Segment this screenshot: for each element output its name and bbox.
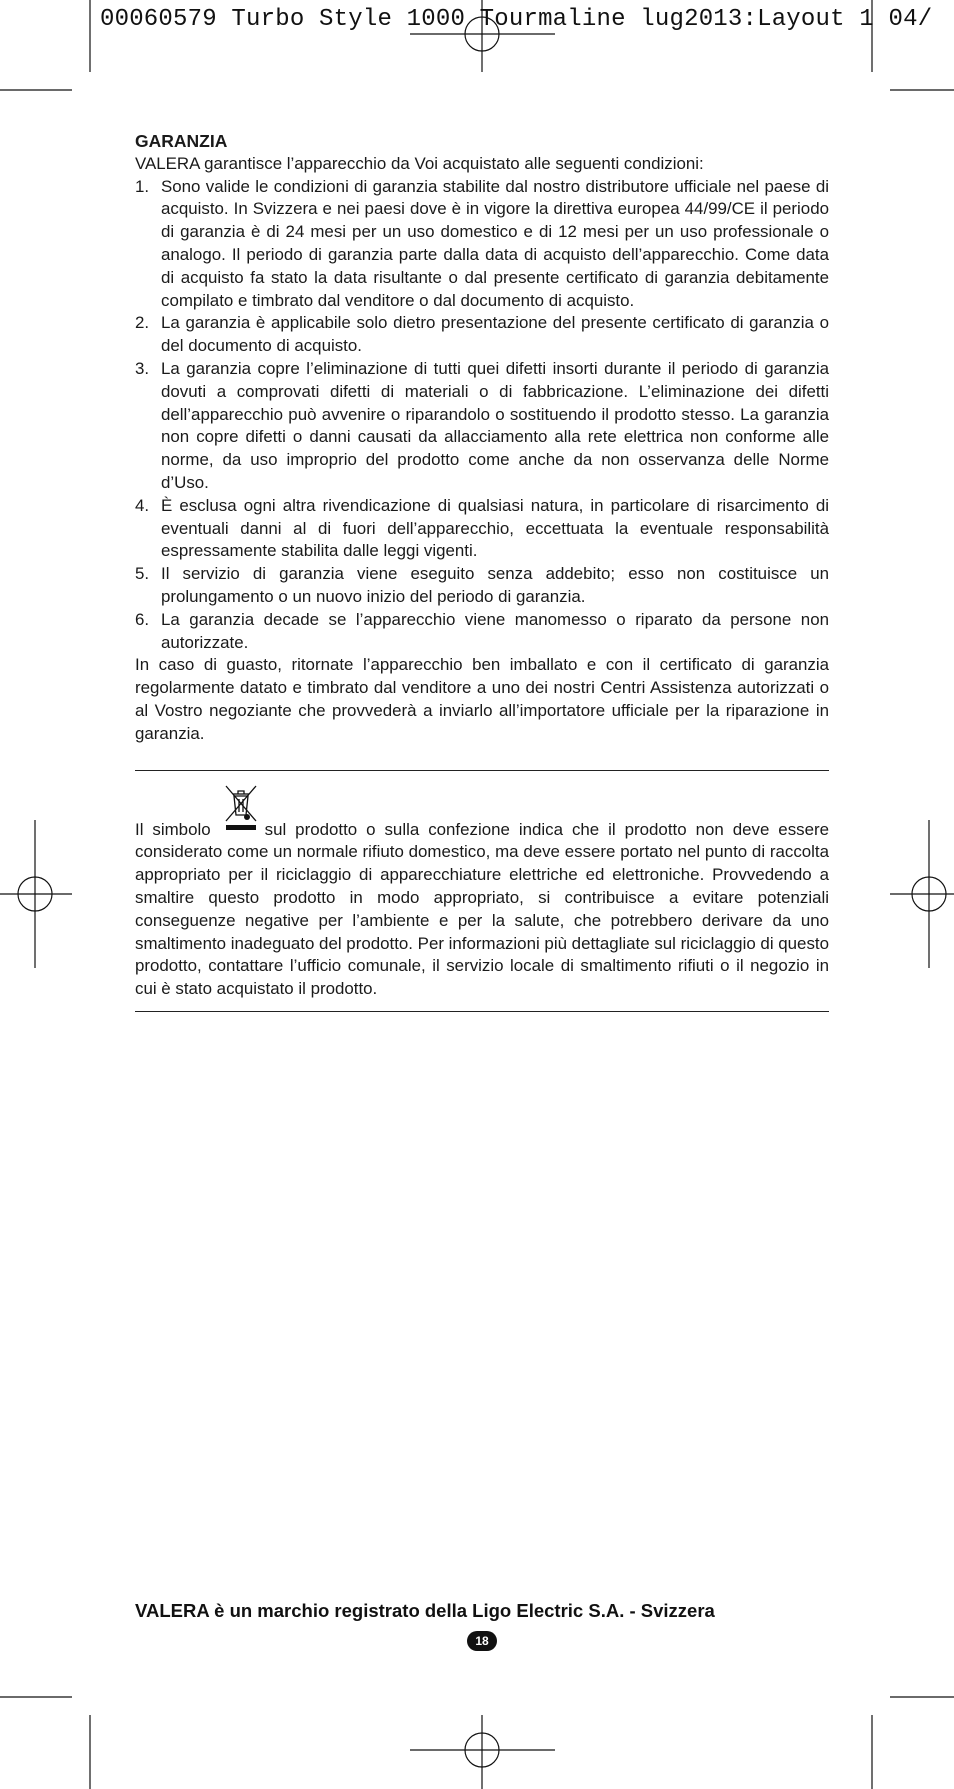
warranty-condition <box>135 358 829 495</box>
section-divider <box>135 1011 829 1012</box>
weee-text <box>135 819 829 1001</box>
condition-number: 1. <box>135 176 150 196</box>
page-number-badge: 18 <box>467 1631 497 1651</box>
warranty-intro: VALERA garantisce l’apparecchio da Voi acquistato alle seguenti condizioni: <box>135 153 704 173</box>
warranty-closing: In caso di guasto, ritornate l’apparecchio ben imballato e con il certificato di garanzia regolarmente datato e timbrato dal venditore a uno dei nostri Centri Assistenza autorizzati o al Vostro negoziante che provvederà a inviarlo all’importatore ufficiale per la riparazione in garanzia. <box>135 655 829 743</box>
registration-mark-left <box>0 820 72 968</box>
warranty-title: GARANZIA <box>135 131 228 151</box>
weee-lead: Il simbolo <box>135 819 211 839</box>
condition-number: 3. <box>135 358 150 378</box>
section-divider <box>135 770 829 771</box>
condition-text: La garanzia decade se l’apparecchio viene manomesso o riparato da persone non autorizzate. <box>161 609 829 652</box>
warranty-condition <box>135 609 829 655</box>
crossed-out-wheelie-bin-icon <box>223 783 259 831</box>
condition-number: 5. <box>135 564 150 584</box>
registration-mark-bottom <box>410 1715 555 1789</box>
warranty-conditions-list <box>135 176 829 655</box>
trademark-notice: VALERA è un marchio registrato della Ligo Electric S.A. - Svizzera <box>135 1600 715 1621</box>
warranty-condition <box>135 312 829 358</box>
weee-notice <box>135 783 829 1001</box>
condition-text: La garanzia è applicabile solo dietro presentazione del presente certificato di garanzia o del documento di acquisto. <box>161 313 829 356</box>
condition-text: Sono valide le condizioni di garanzia stabilite dal nostro distributore ufficiale nel paese di acquisto. In Svizzera e nei paesi dove è in vigore la direttiva europea 44/99/CE il periodo di garanzia è di 24 mesi per un uso domestico e di 12 mesi per un uso professionale o analogo. Il periodo di garanzia parte dalla data di acquisto dell’apparecchio. Come data di acquisto fa stato la data risultante o dal presente certificato di garanzia debitamente compilato e timbrato dal venditore o dal documento di acquisto. <box>161 176 829 310</box>
condition-text: È esclusa ogni altra rivendicazione di qualsiasi natura, in particolare di risarcimento di eventuali danni al di fuori dell’apparecchio, eccettuata la eventuale responsabilità espressamente stabilita dalle leggi vigenti. <box>161 495 829 561</box>
condition-text: La garanzia copre l’eliminazione di tutti quei difetti insorti durante il periodo di garanzia dovuti a comprovati difetti di materiali o di fabbricazione. L’eliminazione dei difetti dell’apparecchio può avvenire o riparandolo o sostituendo il prodotto stesso. La garanzia non copre difetti o danni causati da allacciamento alla rete elettrica non conforme alle norme, da uso improprio del prodotto come anche da non osservanza delle Norme d’Uso. <box>161 358 829 492</box>
weee-body: sul prodotto o sulla confezione indica che il prodotto non deve essere considerato come un normale rifiuto domestico, ma deve essere portato nel punto di raccolta appropriato per il riciclaggio di apparecchiature elettriche ed elettroniche. Provvedendo a smaltire questo prodotto in modo appropriato, si contribuisce a evitare potenziali conseguenze negative per l’ambiente e per la salute, che potrebbero derivare da uno smaltimento inadeguato del prodotto. Per informazioni più dettagliate sul riciclaggio di questo prodotto, contattare l’ufficio comunale, il servizio locale di smaltimento rifiuti o il negozio in cui è stato acquistato il prodotto. <box>135 819 830 999</box>
print-slug: 00060579 Turbo Style 1000 Tourmaline lug2013:Layout 1 04/ <box>100 6 933 33</box>
condition-number: 6. <box>135 609 150 629</box>
warranty-condition <box>135 563 829 609</box>
warranty-condition <box>135 495 829 563</box>
condition-number: 4. <box>135 495 150 515</box>
registration-mark-right <box>890 820 954 968</box>
warranty-condition <box>135 176 829 313</box>
page-content <box>135 130 829 1012</box>
condition-text: Il servizio di garanzia viene eseguito senza addebito; esso non costituisce un prolungamento o un nuovo inizio del periodo di garanzia. <box>161 564 829 606</box>
condition-number: 2. <box>135 313 150 333</box>
